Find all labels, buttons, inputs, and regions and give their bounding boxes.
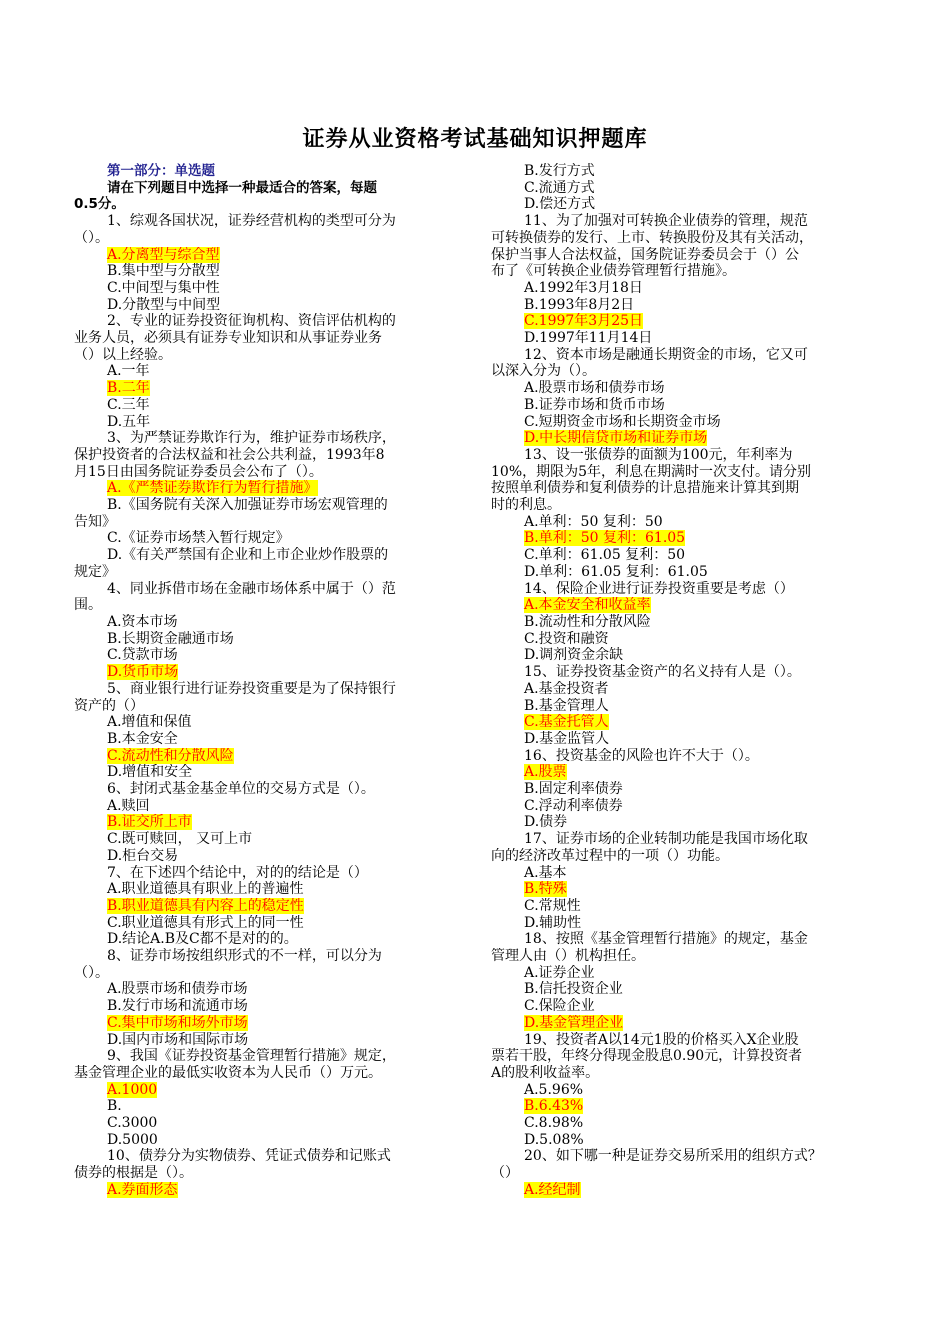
answer-option	[491, 1182, 869, 1199]
option-line	[74, 798, 452, 815]
question-line	[491, 447, 869, 464]
question-line	[74, 313, 452, 330]
line-text: 按照单利债券和复利债券的计息措施来计算其到期	[491, 480, 799, 497]
line-text: 16、投资基金的风险也许不大于（）。	[524, 747, 759, 764]
line-text: A.单利：50 复利：50	[524, 513, 663, 530]
line-text: B.	[107, 1098, 122, 1115]
answer-option	[491, 430, 869, 447]
line-text: C.既可赎回， 又可上市	[107, 831, 253, 848]
line-text: C.流通方式	[524, 179, 595, 196]
option-line	[74, 363, 452, 380]
page-title: 证券从业资格考试基础知识押题库	[302, 127, 648, 152]
line-text: D.偿还方式	[524, 196, 596, 213]
option-line	[74, 831, 452, 848]
line-text: 时的利息。	[491, 497, 561, 514]
answer-option	[74, 898, 452, 915]
option-line	[491, 998, 869, 1015]
line-text: A.股票市场和债券市场	[524, 380, 665, 397]
question-continuation	[74, 1165, 452, 1182]
line-text: D.1997年11月14日	[524, 330, 653, 347]
option-line	[491, 297, 869, 314]
question-line	[74, 1048, 452, 1065]
question-continuation	[491, 480, 869, 497]
option-line	[491, 681, 869, 698]
question-continuation	[74, 597, 452, 614]
option-line	[491, 731, 869, 748]
option-line	[491, 798, 869, 815]
option-line	[491, 163, 869, 180]
answer-option	[491, 1015, 869, 1032]
line-text: 2、专业的证券投资征询机构、资信评估机构的	[107, 313, 396, 330]
line-text: 3、为严禁证券欺诈行为，维护证券市场秩序，	[107, 430, 396, 447]
line-text: B.基金管理人	[524, 697, 609, 714]
question-line	[74, 681, 452, 698]
answer-option	[74, 664, 452, 681]
line-text: D.增值和安全	[107, 764, 193, 781]
line-text: 17、证券市场的企业转制功能是我国市场化取	[524, 831, 808, 848]
highlighted-answer: B.证交所上市	[107, 814, 192, 831]
option-line	[491, 547, 869, 564]
line-text: A的股利收益率。	[491, 1064, 600, 1081]
line-text: D.辅助性	[524, 914, 582, 931]
line-text: C.《证券市场禁入暂行规定》	[107, 530, 290, 547]
option-line	[491, 380, 869, 397]
option-line	[491, 981, 869, 998]
line-text: A.资本市场	[107, 613, 178, 630]
line-text: 13、设一张债券的面额为100元，年利率为	[524, 446, 793, 463]
highlighted-answer: A.股票	[524, 764, 567, 781]
line-text: A.1992年3月18日	[524, 279, 643, 296]
line-text: 布了《可转换企业债券管理暂行措施》。	[491, 263, 736, 280]
instruction-line: 0.5分。	[74, 196, 125, 213]
section-heading: 第一部分：单选题	[107, 163, 215, 179]
line-text: （）	[491, 1165, 519, 1182]
option-line	[74, 497, 452, 514]
question-line	[491, 831, 869, 848]
option-line	[74, 915, 452, 932]
question-line	[74, 430, 452, 447]
option-line	[491, 915, 869, 932]
line-text: A.5.96%	[524, 1081, 584, 1098]
line-text: C.贷款市场	[107, 647, 178, 664]
line-text: B.《国务院有关深入加强证券市场宏观管理的	[107, 497, 388, 514]
line-text: D.基金监管人	[524, 730, 610, 747]
option-line	[74, 280, 452, 297]
line-text: 20、如下哪一种是证券交易所采用的组织方式？	[524, 1148, 822, 1165]
option-line	[491, 614, 869, 631]
question-line	[74, 781, 452, 798]
question-continuation	[74, 330, 452, 347]
option-line	[491, 196, 869, 213]
option-line	[74, 1115, 452, 1132]
option-line	[74, 1132, 452, 1149]
answer-option	[491, 764, 869, 781]
line-text: C.3000	[107, 1115, 158, 1132]
highlighted-answer: A.券面形态	[107, 1181, 178, 1198]
line-text: C.职业道德具有形式上的同一性	[107, 914, 304, 931]
option-line	[491, 1115, 869, 1132]
option-line	[74, 981, 452, 998]
option-line	[491, 698, 869, 715]
line-text: 以深入分为（）。	[491, 363, 596, 380]
question-continuation	[491, 464, 869, 481]
line-text: D.分散型与中间型	[107, 296, 221, 313]
line-text: 保护当事人合法权益，国务院证券委员会于（）公	[491, 246, 799, 263]
question-continuation	[491, 230, 869, 247]
line-text: D.《有关严禁国有企业和上市企业炒作股票的	[107, 547, 389, 564]
line-text: C.三年	[107, 396, 150, 413]
answer-option	[491, 714, 869, 731]
highlighted-answer: B.二年	[107, 380, 150, 397]
option-line	[74, 848, 452, 865]
line-text: B.长期资金融通市场	[107, 630, 234, 647]
option-line	[74, 397, 452, 414]
line-text: 9、我国《证券投资基金管理暂行措施》规定，	[107, 1048, 396, 1065]
line-text: 向的经济改革过程中的一项（）功能。	[491, 847, 729, 864]
question-line	[491, 1148, 869, 1165]
line-text: D.五年	[107, 413, 151, 430]
line-text: 业务人员，必须具有证券专业知识和从事证券业务	[74, 330, 382, 347]
highlighted-answer: C.流动性和分散风险	[107, 747, 234, 764]
line-text: 14、保险企业进行证券投资重要是考虑（）	[524, 580, 794, 597]
line-text: 债券的根据是（）。	[74, 1165, 193, 1182]
highlighted-answer: C.基金托管人	[524, 714, 609, 731]
answer-option	[74, 1182, 452, 1199]
option-line	[491, 514, 869, 531]
option-line	[491, 180, 869, 197]
line-text: 4、同业拆借市场在金融市场体系中属于（）范	[107, 580, 396, 597]
highlighted-answer: C.集中市场和场外市场	[107, 1014, 248, 1031]
question-continuation	[491, 1065, 869, 1082]
line-text: A.证券企业	[524, 964, 595, 981]
line-text: D.国内市场和国际市场	[107, 1031, 249, 1048]
question-continuation	[74, 1065, 452, 1082]
line-text: A.增值和保值	[107, 714, 192, 731]
highlighted-answer: D.货币市场	[107, 664, 179, 681]
line-text: 资产的（）	[74, 697, 144, 714]
option-line	[74, 998, 452, 1015]
option-line	[74, 1098, 452, 1115]
answer-option	[74, 1015, 452, 1032]
option-line	[491, 414, 869, 431]
question-line	[74, 1148, 452, 1165]
highlighted-answer: A.经纪制	[524, 1181, 581, 1198]
line-text: B.1993年8月2日	[524, 296, 635, 313]
option-line	[74, 931, 452, 948]
option-line	[491, 330, 869, 347]
line-text: 10%，期限为5年，利息在期满时一次支付。请分别	[491, 463, 812, 480]
line-text: D.债券	[524, 814, 568, 831]
question-continuation	[491, 1048, 869, 1065]
highlighted-answer: A.本金安全和收益率	[524, 597, 651, 614]
line-text: 告知》	[74, 513, 116, 530]
line-text: A.一年	[107, 363, 150, 380]
line-text: D.柜台交易	[107, 847, 179, 864]
question-line	[491, 931, 869, 948]
option-line	[491, 1132, 869, 1149]
option-line	[74, 530, 452, 547]
highlighted-answer: B.单利：50 复利：61.05	[524, 530, 686, 547]
option-line	[491, 814, 869, 831]
line-text: D.调剂资金余缺	[524, 647, 624, 664]
answer-option	[74, 480, 452, 497]
option-line	[491, 781, 869, 798]
line-text: （）以上经验。	[74, 346, 172, 363]
question-continuation	[491, 247, 869, 264]
line-text: 5、商业银行进行证券投资重要是为了保持银行	[107, 680, 396, 697]
line-text: 7、在下述四个结论中，对的的结论是（）	[107, 864, 368, 881]
line-text: D.5.08%	[524, 1131, 584, 1148]
line-text: A.职业道德具有职业上的普遍性	[107, 881, 304, 898]
answer-option	[74, 1082, 452, 1099]
line-text: A.基金投资者	[524, 680, 609, 697]
line-text: 8、证券市场按组织形式的不一样，可以分为	[107, 948, 382, 965]
line-text: C.投资和融资	[524, 630, 609, 647]
option-line	[74, 263, 452, 280]
line-text: 月15日由国务院证券委员会公布了（）。	[74, 463, 323, 480]
question-line	[491, 213, 869, 230]
option-line	[491, 865, 869, 882]
highlighted-answer: B.职业道德具有内容上的稳定性	[107, 897, 304, 914]
question-line	[74, 581, 452, 598]
answer-option	[491, 881, 869, 898]
line-text: 15、证券投资基金资产的名义持有人是（）。	[524, 664, 801, 681]
line-text: 基金管理企业的最低实收资本为人民币（）万元。	[74, 1064, 382, 1081]
highlighted-answer: D.中长期信贷市场和证券市场	[524, 430, 708, 447]
question-continuation	[491, 497, 869, 514]
question-continuation	[74, 514, 452, 531]
line-text: B.发行市场和流通市场	[107, 998, 248, 1015]
left-column	[74, 163, 452, 1199]
answer-option	[74, 247, 452, 264]
option-line	[74, 881, 452, 898]
option-line	[491, 631, 869, 648]
highlighted-answer: A.1000	[107, 1081, 158, 1098]
line-text: C.浮动利率债券	[524, 797, 623, 814]
line-text: C.常规性	[524, 897, 581, 914]
line-text: D.单利：61.05 复利：61.05	[524, 563, 708, 580]
line-text: 6、封闭式基金基金单位的交易方式是（）。	[107, 781, 375, 798]
question-continuation	[74, 447, 452, 464]
answer-option	[74, 748, 452, 765]
line-text: 围。	[74, 597, 102, 614]
line-text: B.发行方式	[524, 163, 595, 179]
option-line	[491, 397, 869, 414]
answer-option	[491, 1098, 869, 1115]
question-line	[491, 664, 869, 681]
line-text: D.结论A.B及C都不是对的的。	[107, 931, 298, 948]
answer-option	[74, 814, 452, 831]
line-text: C.8.98%	[524, 1115, 584, 1132]
line-text: B.流动性和分散风险	[524, 613, 651, 630]
question-line	[74, 948, 452, 965]
line-text: 规定》	[74, 563, 116, 580]
line-text: 可转换债券的发行、上市、转换股份及其有关活动，	[491, 229, 813, 246]
question-line	[491, 347, 869, 364]
highlighted-answer: B.6.43%	[524, 1098, 584, 1115]
option-line	[491, 280, 869, 297]
line-text: B.固定利率债券	[524, 781, 623, 798]
line-text: 1、综观各国状况，证券经营机构的类型可分为	[107, 213, 396, 230]
answer-option	[74, 380, 452, 397]
question-line	[491, 581, 869, 598]
question-continuation	[74, 464, 452, 481]
question-continuation	[491, 263, 869, 280]
right-column	[491, 163, 869, 1199]
line-text: （）。	[74, 229, 109, 246]
option-line	[491, 647, 869, 664]
question-continuation	[74, 965, 452, 982]
line-text: D.5000	[107, 1131, 158, 1148]
highlighted-answer: C.1997年3月25日	[524, 313, 644, 330]
answer-option	[491, 530, 869, 547]
line-text: C.单利：61.05 复利：50	[524, 547, 686, 564]
line-text: B.证券市场和货币市场	[524, 396, 665, 413]
line-text: A.基本	[524, 864, 567, 881]
question-continuation	[74, 698, 452, 715]
line-text: B.本金安全	[107, 730, 178, 747]
highlighted-answer: D.基金管理企业	[524, 1014, 624, 1031]
line-text: 管理人由（）机构担任。	[491, 948, 645, 965]
question-continuation	[74, 347, 452, 364]
line-text: 保护投资者的合法权益和社会公共利益，1993年8	[74, 446, 385, 463]
line-text: 12、资本市场是融通长期资金的市场，它又可	[524, 346, 808, 363]
answer-option	[491, 313, 869, 330]
line-text: B.集中型与分散型	[107, 263, 220, 280]
line-text: C.中间型与集中性	[107, 279, 220, 296]
line-text: C.短期资金市场和长期资金市场	[524, 413, 721, 430]
line-text: 票若干股，年终分得现金股息0.90元，计算投资者	[491, 1048, 803, 1065]
line-text: 19、投资者A以14元1股的价格买入X企业股	[524, 1031, 799, 1048]
line-text: A.赎回	[107, 797, 150, 814]
question-continuation	[491, 948, 869, 965]
question-line	[74, 865, 452, 882]
question-continuation	[491, 848, 869, 865]
highlighted-answer: B.特殊	[524, 881, 567, 898]
option-line	[74, 714, 452, 731]
option-line	[491, 564, 869, 581]
instruction-line: 请在下列题目中选择一种最适合的答案，每题	[107, 179, 377, 196]
question-continuation	[491, 1165, 869, 1182]
question-continuation	[74, 230, 452, 247]
option-line	[74, 297, 452, 314]
line-text: C.保险企业	[524, 998, 595, 1015]
option-line	[74, 764, 452, 781]
option-line	[491, 898, 869, 915]
answer-option	[491, 597, 869, 614]
question-line	[491, 1032, 869, 1049]
line-text: A.股票市场和债券市场	[107, 981, 248, 998]
question-continuation	[74, 564, 452, 581]
question-continuation	[491, 363, 869, 380]
option-line	[74, 647, 452, 664]
highlighted-answer: A.《严禁证券欺诈行为暂行措施》	[107, 480, 318, 497]
option-line	[74, 614, 452, 631]
option-line	[74, 547, 452, 564]
question-line	[74, 213, 452, 230]
option-line	[491, 965, 869, 982]
option-line	[74, 414, 452, 431]
option-line	[74, 731, 452, 748]
option-line	[74, 1032, 452, 1049]
option-line	[491, 1082, 869, 1099]
line-text: B.信托投资企业	[524, 981, 623, 998]
line-text: 11、为了加强对可转换企业债券的管理，规范	[524, 213, 808, 230]
option-line	[74, 631, 452, 648]
highlighted-answer: A.分离型与综合型	[107, 246, 220, 263]
line-text: （）。	[74, 964, 109, 981]
line-text: 18、按照《基金管理暂行措施》的规定，基金	[524, 931, 808, 948]
question-line	[491, 748, 869, 765]
line-text: 10、债券分为实物债券、凭证式债券和记账式	[107, 1148, 391, 1165]
